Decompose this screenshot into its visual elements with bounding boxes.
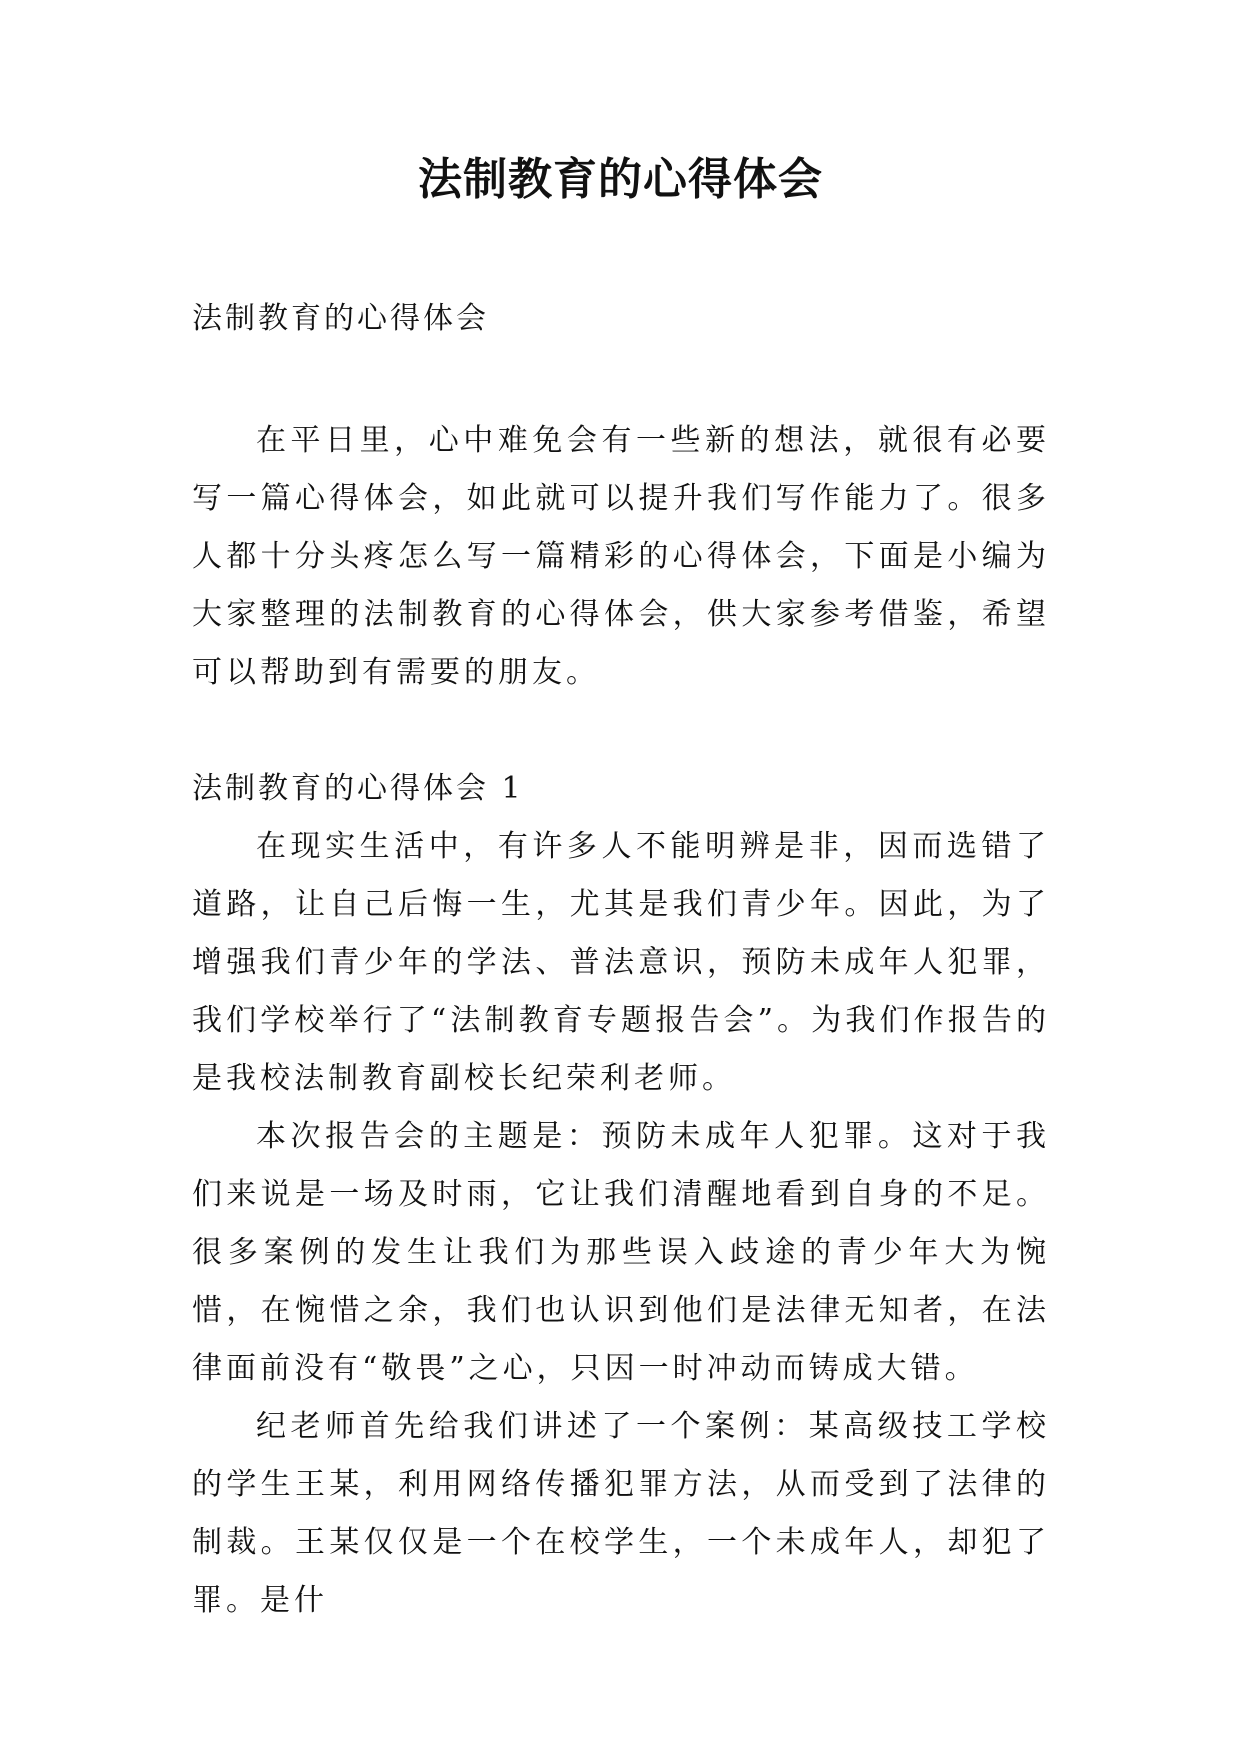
document-title: 法制教育的心得体会 (418, 154, 823, 205)
body-paragraph: 本次报告会的主题是：预防未成年人犯罪。这对于我们来说是一场及时雨，它让我们清醒地看到自身的不足。很多案例的发生让我们为那些误入歧途的青少年大为惋惜，在惋惜之余，我们也认识到他们是法律无知者，在法律面前没有“敬畏”之心，只因一时冲动而铸成大错。 (192, 1119, 1050, 1386)
spacer (192, 348, 1050, 412)
body-paragraph: 在现实生活中，有许多人不能明辨是非，因而选错了道路，让自己后悔一生，尤其是我们青少年。因此，为了增强我们青少年的学法、普法意识，预防未成年人犯罪，我们学校举行了“法制教育专题报告会”。为我们作报告的是我校法制教育副校长纪荣利老师。 (192, 829, 1050, 1096)
intro-paragraph: 在平日里，心中难免会有一些新的想法，就很有必要写一篇心得体会，如此就可以提升我们写作能力了。很多人都十分头疼怎么写一篇精彩的心得体会，下面是小编为大家整理的法制教育的心得体会，供大家参考借鉴，希望可以帮助到有需要的朋友。 (192, 423, 1050, 690)
document-subtitle: 法制教育的心得体会 (192, 301, 489, 336)
section-heading: 法制教育的心得体会 1 (192, 771, 524, 806)
body-paragraph: 纪老师首先给我们讲述了一个案例：某高级技工学校的学生王某，利用网络传播犯罪方法，从而受到了法律的制裁。王某仅仅是一个在校学生，一个未成年人，却犯了罪。是什 (192, 1409, 1050, 1618)
document-body (192, 290, 1050, 1630)
spacer (192, 702, 1050, 760)
